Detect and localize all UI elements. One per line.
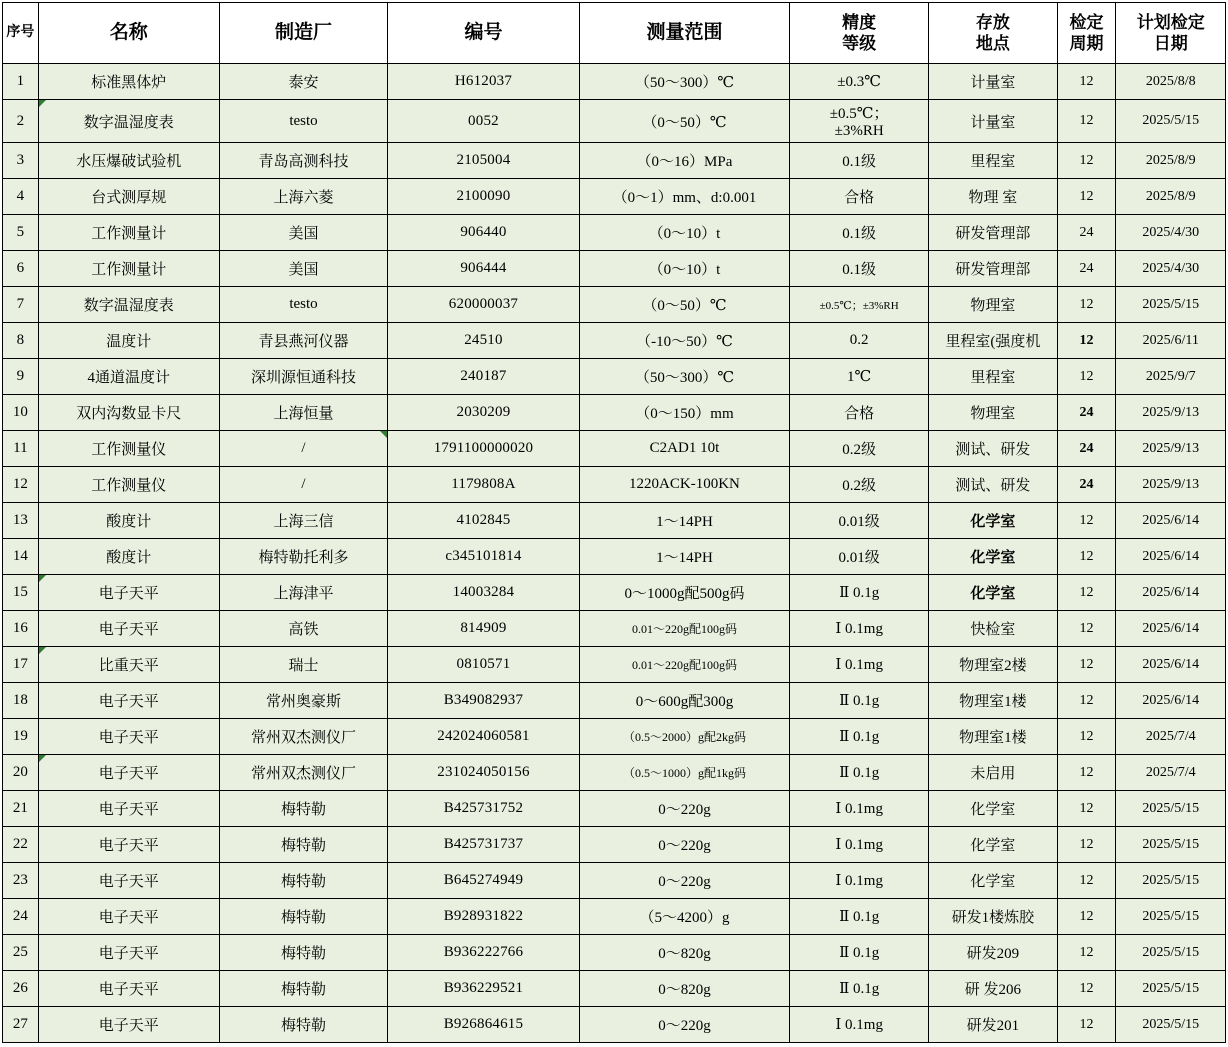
cell-maker: 上海津平 <box>219 575 387 611</box>
cell-code: 0052 <box>388 100 580 143</box>
cell-date: 2025/9/13 <box>1116 431 1226 467</box>
cell-maker: 常州双杰测仪厂 <box>219 755 387 791</box>
cell-maker: / <box>219 431 387 467</box>
cell-cycle: 12 <box>1057 863 1116 899</box>
cell-index: 26 <box>3 971 39 1007</box>
cell-name: 比重天平 <box>38 647 219 683</box>
cell-code: B425731737 <box>388 827 580 863</box>
column-header-code: 编号 <box>388 3 580 64</box>
cell-place: 里程室 <box>929 359 1057 395</box>
cell-date: 2025/4/30 <box>1116 215 1226 251</box>
cell-maker: / <box>219 467 387 503</box>
cell-place: 测试、研发 <box>929 467 1057 503</box>
column-header-maker: 制造厂 <box>219 3 387 64</box>
cell-date: 2025/6/14 <box>1116 503 1226 539</box>
cell-index: 18 <box>3 683 39 719</box>
cell-date: 2025/5/15 <box>1116 971 1226 1007</box>
cell-accuracy: Ⅱ 0.1g <box>790 755 929 791</box>
cell-name: 温度计 <box>38 323 219 359</box>
cell-name: 电子天平 <box>38 755 219 791</box>
cell-place: 化学室 <box>929 503 1057 539</box>
table-row <box>3 611 1226 647</box>
cell-place: 化学室 <box>929 575 1057 611</box>
cell-place: 测试、研发 <box>929 431 1057 467</box>
cell-maker: 美国 <box>219 215 387 251</box>
cell-range: 0～220g <box>579 791 789 827</box>
cell-code: 906440 <box>388 215 580 251</box>
cell-maker: 上海六菱 <box>219 179 387 215</box>
cell-accuracy: Ⅰ 0.1mg <box>790 1007 929 1043</box>
cell-cycle: 12 <box>1057 539 1116 575</box>
cell-range: （5～4200）g <box>579 899 789 935</box>
cell-place: 研发209 <box>929 935 1057 971</box>
cell-index: 7 <box>3 287 39 323</box>
cell-index: 5 <box>3 215 39 251</box>
cell-cycle: 12 <box>1057 935 1116 971</box>
cell-code: 4102845 <box>388 503 580 539</box>
cell-accuracy: 合格 <box>790 179 929 215</box>
cell-maker: 梅特勒 <box>219 971 387 1007</box>
cell-index: 6 <box>3 251 39 287</box>
cell-range: 0.01～220g配100g码 <box>579 647 789 683</box>
cell-cycle: 12 <box>1057 899 1116 935</box>
cell-date: 2025/8/8 <box>1116 64 1226 100</box>
cell-maker: 泰安 <box>219 64 387 100</box>
cell-cycle: 12 <box>1057 143 1116 179</box>
cell-name: 标准黑体炉 <box>38 64 219 100</box>
cell-cycle: 12 <box>1057 287 1116 323</box>
cell-maker: 常州双杰测仪厂 <box>219 719 387 755</box>
table-header-row <box>3 3 1226 64</box>
cell-place: 物理室 <box>929 287 1057 323</box>
cell-code: 240187 <box>388 359 580 395</box>
cell-cycle: 12 <box>1057 611 1116 647</box>
cell-place: 研发1楼炼胶 <box>929 899 1057 935</box>
cell-index: 10 <box>3 395 39 431</box>
cell-index: 15 <box>3 575 39 611</box>
table-row <box>3 323 1226 359</box>
cell-date: 2025/5/15 <box>1116 863 1226 899</box>
cell-name: 工作测量计 <box>38 215 219 251</box>
table-row <box>3 395 1226 431</box>
cell-maker: 美国 <box>219 251 387 287</box>
cell-code: 231024050156 <box>388 755 580 791</box>
cell-accuracy: 合格 <box>790 395 929 431</box>
table-header <box>3 3 1226 64</box>
cell-index: 24 <box>3 899 39 935</box>
cell-code: 2030209 <box>388 395 580 431</box>
cell-name: 酸度计 <box>38 503 219 539</box>
column-header-place: 存放 地点 <box>929 3 1057 64</box>
cell-maker: 梅特勒 <box>219 1007 387 1043</box>
cell-code: 1791100000020 <box>388 431 580 467</box>
table-row <box>3 899 1226 935</box>
cell-name: 数字温湿度表 <box>38 287 219 323</box>
table-row <box>3 251 1226 287</box>
cell-cycle: 12 <box>1057 575 1116 611</box>
cell-date: 2025/8/9 <box>1116 179 1226 215</box>
cell-cycle: 12 <box>1057 755 1116 791</box>
cell-name: 工作测量仪 <box>38 467 219 503</box>
cell-accuracy: Ⅰ 0.1mg <box>790 863 929 899</box>
cell-name: 电子天平 <box>38 575 219 611</box>
cell-cycle: 12 <box>1057 323 1116 359</box>
cell-accuracy: Ⅱ 0.1g <box>790 971 929 1007</box>
cell-accuracy: Ⅰ 0.1mg <box>790 827 929 863</box>
table-row <box>3 539 1226 575</box>
cell-index: 16 <box>3 611 39 647</box>
cell-name: 数字温湿度表 <box>38 100 219 143</box>
cell-range: 1220ACK-100KN <box>579 467 789 503</box>
cell-place: 里程室(强度机 <box>929 323 1057 359</box>
cell-accuracy: 0.2级 <box>790 467 929 503</box>
column-header-name: 名称 <box>38 3 219 64</box>
cell-name: 电子天平 <box>38 683 219 719</box>
cell-code: 2100090 <box>388 179 580 215</box>
cell-accuracy: 0.2级 <box>790 431 929 467</box>
cell-place: 物理室2楼 <box>929 647 1057 683</box>
cell-accuracy: 0.1级 <box>790 215 929 251</box>
cell-maker: 深圳源恒通科技 <box>219 359 387 395</box>
cell-index: 17 <box>3 647 39 683</box>
cell-accuracy: Ⅱ 0.1g <box>790 899 929 935</box>
table-row <box>3 827 1226 863</box>
cell-range: 0～820g <box>579 971 789 1007</box>
cell-name: 电子天平 <box>38 971 219 1007</box>
cell-index: 22 <box>3 827 39 863</box>
table-row <box>3 179 1226 215</box>
table-row <box>3 100 1226 143</box>
cell-accuracy: ±0.5℃；±3%RH <box>790 287 929 323</box>
cell-cycle: 12 <box>1057 503 1116 539</box>
cell-accuracy: Ⅱ 0.1g <box>790 719 929 755</box>
cell-accuracy: 0.01级 <box>790 503 929 539</box>
cell-range: （0～150）mm <box>579 395 789 431</box>
cell-place: 化学室 <box>929 539 1057 575</box>
cell-index: 9 <box>3 359 39 395</box>
cell-name: 台式测厚规 <box>38 179 219 215</box>
cell-accuracy: ±0.3℃ <box>790 64 929 100</box>
cell-place: 研发管理部 <box>929 251 1057 287</box>
cell-accuracy: Ⅱ 0.1g <box>790 575 929 611</box>
cell-accuracy: Ⅱ 0.1g <box>790 935 929 971</box>
cell-date: 2025/9/7 <box>1116 359 1226 395</box>
cell-name: 工作测量计 <box>38 251 219 287</box>
cell-range: （50～300）℃ <box>579 64 789 100</box>
cell-date: 2025/6/14 <box>1116 575 1226 611</box>
cell-code: 1179808A <box>388 467 580 503</box>
cell-maker: 梅特勒 <box>219 791 387 827</box>
cell-date: 2025/5/15 <box>1116 899 1226 935</box>
cell-name: 工作测量仪 <box>38 431 219 467</box>
table-row <box>3 683 1226 719</box>
cell-index: 11 <box>3 431 39 467</box>
cell-code: B928931822 <box>388 899 580 935</box>
cell-range: C2AD1 10t <box>579 431 789 467</box>
cell-cycle: 12 <box>1057 791 1116 827</box>
column-header-range: 测量范围 <box>579 3 789 64</box>
cell-code: B349082937 <box>388 683 580 719</box>
cell-range: （0～1）mm、d:0.001 <box>579 179 789 215</box>
cell-place: 物理室1楼 <box>929 683 1057 719</box>
cell-range: 1～14PH <box>579 539 789 575</box>
cell-range: 0～220g <box>579 1007 789 1043</box>
cell-maker: 高铁 <box>219 611 387 647</box>
cell-place: 化学室 <box>929 863 1057 899</box>
cell-date: 2025/6/14 <box>1116 539 1226 575</box>
cell-date: 2025/6/14 <box>1116 647 1226 683</box>
cell-range: （0～50）℃ <box>579 287 789 323</box>
cell-name: 4通道温度计 <box>38 359 219 395</box>
cell-code: c345101814 <box>388 539 580 575</box>
cell-place: 研发201 <box>929 1007 1057 1043</box>
cell-maker: 常州奥豪斯 <box>219 683 387 719</box>
cell-place: 物理 室 <box>929 179 1057 215</box>
cell-range: 0～600g配300g <box>579 683 789 719</box>
cell-range: 0～220g <box>579 827 789 863</box>
table-row <box>3 431 1226 467</box>
cell-date: 2025/7/4 <box>1116 719 1226 755</box>
table-row <box>3 719 1226 755</box>
cell-name: 电子天平 <box>38 827 219 863</box>
cell-index: 3 <box>3 143 39 179</box>
cell-range: 0.01～220g配100g码 <box>579 611 789 647</box>
cell-place: 计量室 <box>929 64 1057 100</box>
table-body <box>3 64 1226 1043</box>
table-row <box>3 863 1226 899</box>
table-row <box>3 935 1226 971</box>
cell-date: 2025/5/15 <box>1116 287 1226 323</box>
cell-accuracy: ±0.5℃； ±3%RH <box>790 100 929 143</box>
cell-date: 2025/6/14 <box>1116 683 1226 719</box>
column-header-date: 计划检定 日期 <box>1116 3 1226 64</box>
cell-range: 0～1000g配500g码 <box>579 575 789 611</box>
cell-index: 4 <box>3 179 39 215</box>
cell-name: 电子天平 <box>38 935 219 971</box>
cell-maker: 上海恒量 <box>219 395 387 431</box>
cell-accuracy: 0.1级 <box>790 143 929 179</box>
cell-maker: 青岛高测科技 <box>219 143 387 179</box>
cell-index: 27 <box>3 1007 39 1043</box>
cell-place: 计量室 <box>929 100 1057 143</box>
cell-index: 23 <box>3 863 39 899</box>
cell-cycle: 12 <box>1057 647 1116 683</box>
cell-date: 2025/5/15 <box>1116 935 1226 971</box>
cell-range: （0～10）t <box>579 215 789 251</box>
cell-cycle: 24 <box>1057 467 1116 503</box>
cell-cycle: 24 <box>1057 395 1116 431</box>
cell-code: 0810571 <box>388 647 580 683</box>
cell-date: 2025/5/15 <box>1116 827 1226 863</box>
cell-place: 快检室 <box>929 611 1057 647</box>
cell-name: 电子天平 <box>38 791 219 827</box>
cell-cycle: 12 <box>1057 179 1116 215</box>
table-row <box>3 503 1226 539</box>
cell-maker: 梅特勒 <box>219 863 387 899</box>
cell-maker: testo <box>219 287 387 323</box>
cell-code: 242024060581 <box>388 719 580 755</box>
cell-index: 8 <box>3 323 39 359</box>
column-header-cycle: 检定 周期 <box>1057 3 1116 64</box>
cell-cycle: 24 <box>1057 251 1116 287</box>
cell-date: 2025/5/15 <box>1116 100 1226 143</box>
cell-cycle: 12 <box>1057 683 1116 719</box>
table-row <box>3 359 1226 395</box>
cell-cycle: 12 <box>1057 719 1116 755</box>
cell-name: 双内沟数显卡尺 <box>38 395 219 431</box>
cell-cycle: 12 <box>1057 827 1116 863</box>
cell-cycle: 12 <box>1057 100 1116 143</box>
cell-accuracy: Ⅰ 0.1mg <box>790 647 929 683</box>
cell-accuracy: Ⅰ 0.1mg <box>790 791 929 827</box>
table-row <box>3 287 1226 323</box>
cell-name: 电子天平 <box>38 863 219 899</box>
cell-cycle: 12 <box>1057 359 1116 395</box>
cell-accuracy: 0.2 <box>790 323 929 359</box>
cell-place: 化学室 <box>929 827 1057 863</box>
table-row <box>3 1007 1226 1043</box>
cell-date: 2025/7/4 <box>1116 755 1226 791</box>
cell-index: 20 <box>3 755 39 791</box>
cell-accuracy: Ⅱ 0.1g <box>790 683 929 719</box>
table-row <box>3 575 1226 611</box>
cell-name: 酸度计 <box>38 539 219 575</box>
cell-cycle: 24 <box>1057 431 1116 467</box>
cell-index: 1 <box>3 64 39 100</box>
cell-date: 2025/6/14 <box>1116 611 1226 647</box>
table-row <box>3 755 1226 791</box>
cell-cycle: 12 <box>1057 971 1116 1007</box>
cell-code: 620000037 <box>388 287 580 323</box>
cell-index: 12 <box>3 467 39 503</box>
cell-date: 2025/4/30 <box>1116 251 1226 287</box>
cell-date: 2025/9/13 <box>1116 395 1226 431</box>
cell-name: 水压爆破试验机 <box>38 143 219 179</box>
cell-code: 814909 <box>388 611 580 647</box>
cell-place: 研发管理部 <box>929 215 1057 251</box>
cell-accuracy: 0.01级 <box>790 539 929 575</box>
column-header-accuracy: 精度 等级 <box>790 3 929 64</box>
cell-range: （0.5～2000）g配2kg码 <box>579 719 789 755</box>
cell-cycle: 12 <box>1057 1007 1116 1043</box>
cell-maker: 梅特勒 <box>219 827 387 863</box>
cell-place: 里程室 <box>929 143 1057 179</box>
column-header-index: 序号 <box>3 3 39 64</box>
cell-maker: testo <box>219 100 387 143</box>
cell-cycle: 12 <box>1057 64 1116 100</box>
cell-code: B425731752 <box>388 791 580 827</box>
cell-index: 2 <box>3 100 39 143</box>
cell-index: 21 <box>3 791 39 827</box>
cell-date: 2025/8/9 <box>1116 143 1226 179</box>
cell-place: 物理室 <box>929 395 1057 431</box>
cell-code: 24510 <box>388 323 580 359</box>
cell-date: 2025/6/11 <box>1116 323 1226 359</box>
cell-code: 2105004 <box>388 143 580 179</box>
cell-index: 25 <box>3 935 39 971</box>
cell-place: 物理室1楼 <box>929 719 1057 755</box>
cell-range: （0～16）MPa <box>579 143 789 179</box>
cell-accuracy: 1℃ <box>790 359 929 395</box>
cell-cycle: 24 <box>1057 215 1116 251</box>
cell-name: 电子天平 <box>38 611 219 647</box>
cell-code: 906444 <box>388 251 580 287</box>
cell-place: 化学室 <box>929 791 1057 827</box>
cell-name: 电子天平 <box>38 899 219 935</box>
table-row <box>3 971 1226 1007</box>
table-row <box>3 791 1226 827</box>
cell-index: 19 <box>3 719 39 755</box>
table-row <box>3 215 1226 251</box>
cell-range: （50～300）℃ <box>579 359 789 395</box>
cell-code: B926864615 <box>388 1007 580 1043</box>
cell-index: 14 <box>3 539 39 575</box>
cell-maker: 梅特勒托利多 <box>219 539 387 575</box>
cell-range: （-10～50）℃ <box>579 323 789 359</box>
cell-name: 电子天平 <box>38 719 219 755</box>
cell-accuracy: 0.1级 <box>790 251 929 287</box>
cell-code: 14003284 <box>388 575 580 611</box>
cell-range: 0～220g <box>579 863 789 899</box>
cell-code: B936222766 <box>388 935 580 971</box>
cell-code: B645274949 <box>388 863 580 899</box>
cell-range: （0.5～1000）g配1kg码 <box>579 755 789 791</box>
cell-place: 未启用 <box>929 755 1057 791</box>
cell-range: （0～50）℃ <box>579 100 789 143</box>
cell-accuracy: Ⅰ 0.1mg <box>790 611 929 647</box>
cell-maker: 青县燕河仪器 <box>219 323 387 359</box>
cell-code: H612037 <box>388 64 580 100</box>
cell-date: 2025/5/15 <box>1116 791 1226 827</box>
cell-date: 2025/5/15 <box>1116 1007 1226 1043</box>
table-row <box>3 647 1226 683</box>
cell-date: 2025/9/13 <box>1116 467 1226 503</box>
cell-index: 13 <box>3 503 39 539</box>
table-row <box>3 143 1226 179</box>
table-row <box>3 467 1226 503</box>
cell-maker: 上海三信 <box>219 503 387 539</box>
cell-maker: 瑞士 <box>219 647 387 683</box>
cell-place: 研 发206 <box>929 971 1057 1007</box>
cell-range: 0～820g <box>579 935 789 971</box>
cell-range: （0～10）t <box>579 251 789 287</box>
cell-code: B936229521 <box>388 971 580 1007</box>
cell-maker: 梅特勒 <box>219 899 387 935</box>
cell-maker: 梅特勒 <box>219 935 387 971</box>
cell-range: 1～14PH <box>579 503 789 539</box>
cell-name: 电子天平 <box>38 1007 219 1043</box>
table-row <box>3 64 1226 100</box>
equipment-table <box>2 2 1226 1043</box>
